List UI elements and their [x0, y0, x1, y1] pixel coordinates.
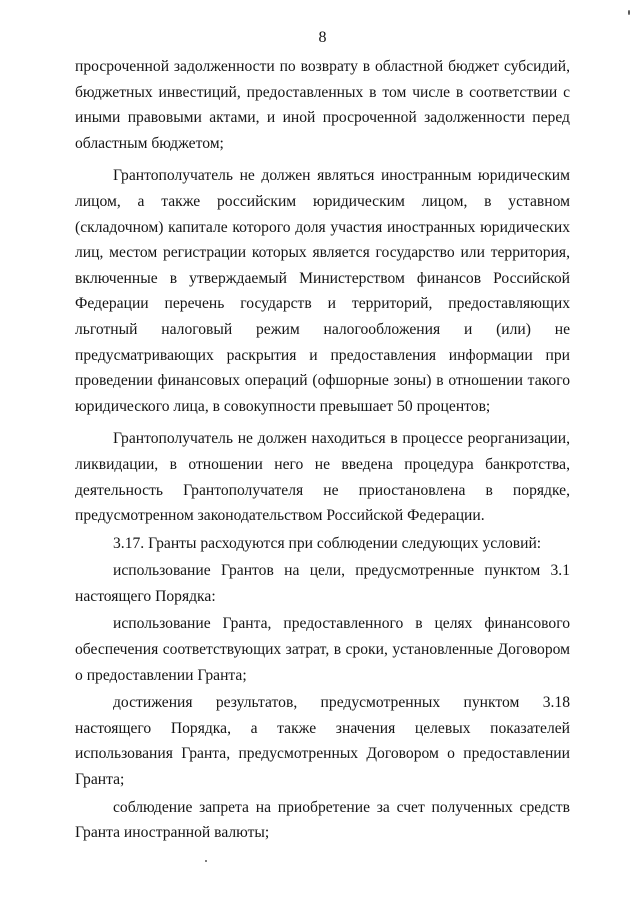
scan-speck: [628, 10, 630, 15]
paragraph-foreign-entity: Грантополучатель не должен являться иностранным юридическим лицом, а также российским юридическим лицом, в уставном (складочном) капитале которого доля участия иностранных юридических лиц, местом регистрации которых является государство или территория, включенные в утверждаемый Министерством финансов Российской Федерации перечень государств и территорий, предоставляющих льготный налоговый режим налогообложения и (или) не предусматривающих раскрытия и предоставления информации при проведении финансовых операций (офшорные зоны) в отношении такого юридического лица, в совокупности превышает 50 процентов;: [75, 167, 570, 415]
paragraph-reorganization: Грантополучатель не должен находиться в процессе реорганизации, ликвидации, в отношении него не введена процедура банкротства, деятельность Грантополучателя не приостановлена в порядке, предусмотренном законодательством Российской Федерации.: [75, 430, 570, 525]
paragraph-condition-deadlines: использование Гранта, предоставленного в целях финансового обеспечения соответствующих затрат, в сроки, установленные Договором о предоставлении Гранта;: [75, 615, 570, 684]
paragraph-condition-results: достижения результатов, предусмотренных пунктом 3.18 настоящего Порядка, а также значения целевых показателей использования Гранта, предусмотренных Договором о предоставлении Гранта;: [75, 694, 570, 789]
paragraph-condition-currency: соблюдение запрета на приобретение за счет полученных средств Гранта иностранной валюты;: [75, 798, 570, 842]
paragraph-section-3-17: 3.17. Гранты расходуются при соблюдении следующих условий:: [113, 534, 542, 552]
scan-speck: [205, 860, 207, 862]
paragraph-condition-purpose: использование Грантов на цели, предусмотренные пунктом 3.1 настоящего Порядка:: [75, 562, 570, 605]
page-number: 8: [318, 29, 327, 46]
paragraph-overdue-debt: просроченной задолженности по возврату в областной бюджет субсидий, бюджетных инвестиций, предоставленных в том числе в соответствии с иными правовыми актами, и иной просроченной задолженности перед областным бюджетом;: [75, 58, 570, 152]
